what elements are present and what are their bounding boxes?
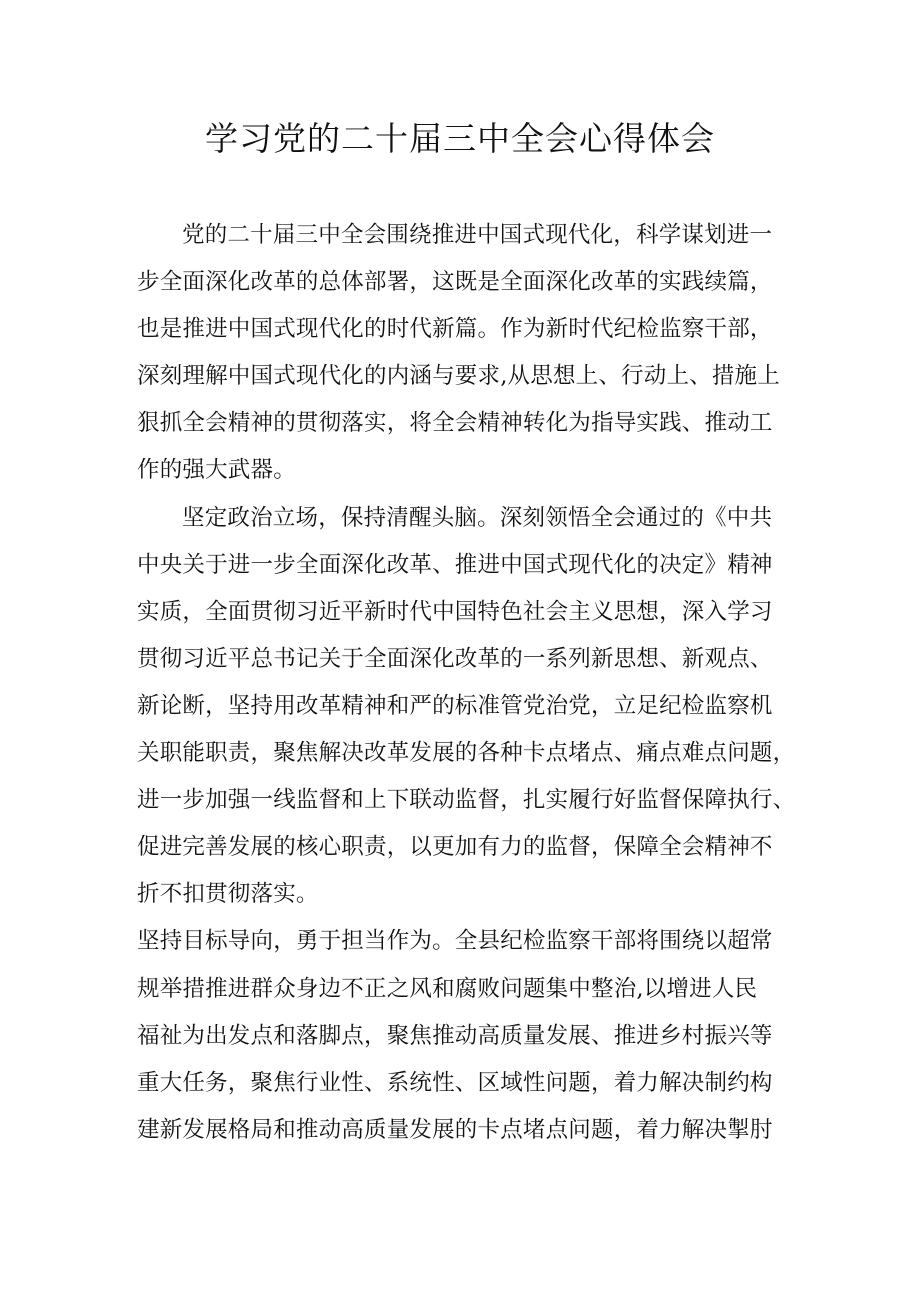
document-title: 学习党的二十届三中全会心得体会 <box>205 119 715 158</box>
paragraph-line: 进一步加强一线监督和上下联动监督，扎实履行好监督保障执行、 <box>137 787 796 814</box>
paragraph-line: 中央关于进一步全面深化改革、推进中国式现代化的决定》精神 <box>137 551 773 578</box>
paragraph-line: 福祉为出发点和落脚点，聚焦推动高质量发展、推进乡村振兴等 <box>137 1022 773 1049</box>
paragraph-line: 作的强大武器。 <box>137 457 296 484</box>
paragraph-line: 关职能职责，聚焦解决改革发展的各种卡点堵点、痛点难点问题， <box>137 740 796 767</box>
paragraph-line: 新论断，坚持用改革精神和严的标准管党治党，立足纪检监察机 <box>137 692 773 719</box>
paragraph-line: 步全面深化改革的总体部署，这既是全面深化改革的实践续篇， <box>137 269 773 296</box>
paragraph-line: 重大任务，聚焦行业性、系统性、区域性问题，着力解决制约构 <box>137 1069 773 1096</box>
paragraph-line: 深刻理解中国式现代化的内涵与要求,从思想上、行动上、措施上 <box>137 363 780 390</box>
paragraph-line: 贯彻习近平总书记关于全面深化改革的一系列新思想、新观点、 <box>137 645 773 672</box>
paragraph-line: 折不扣贯彻落实。 <box>137 881 319 908</box>
paragraph-line: 规举措推进群众身边不正之风和腐败问题集中整治,以增进人民 <box>137 975 758 1002</box>
paragraph-line: 坚持目标导向，勇于担当作为。全县纪检监察干部将围绕以超常 <box>137 928 773 955</box>
document-body <box>137 212 817 1154</box>
paragraph-line: 建新发展格局和推动高质量发展的卡点堵点问题，着力解决掣肘 <box>137 1116 773 1143</box>
paragraph-line: 党的二十届三中全会围绕推进中国式现代化，科学谋划进一 <box>182 222 773 248</box>
paragraph-line: 坚定政治立场，保持清醒头脑。深刻领悟全会通过的《中共 <box>182 504 773 531</box>
paragraph-line: 促进完善发展的核心职责，以更加有力的监督，保障全会精神不 <box>137 834 773 861</box>
paragraph-line: 实质，全面贯彻习近平新时代中国特色社会主义思想，深入学习 <box>137 598 773 625</box>
paragraph-line: 也是推进中国式现代化的时代新篇。作为新时代纪检监察干部， <box>137 316 773 343</box>
paragraph-line: 狠抓全会精神的贯彻落实，将全会精神转化为指导实践、推动工 <box>137 410 773 437</box>
